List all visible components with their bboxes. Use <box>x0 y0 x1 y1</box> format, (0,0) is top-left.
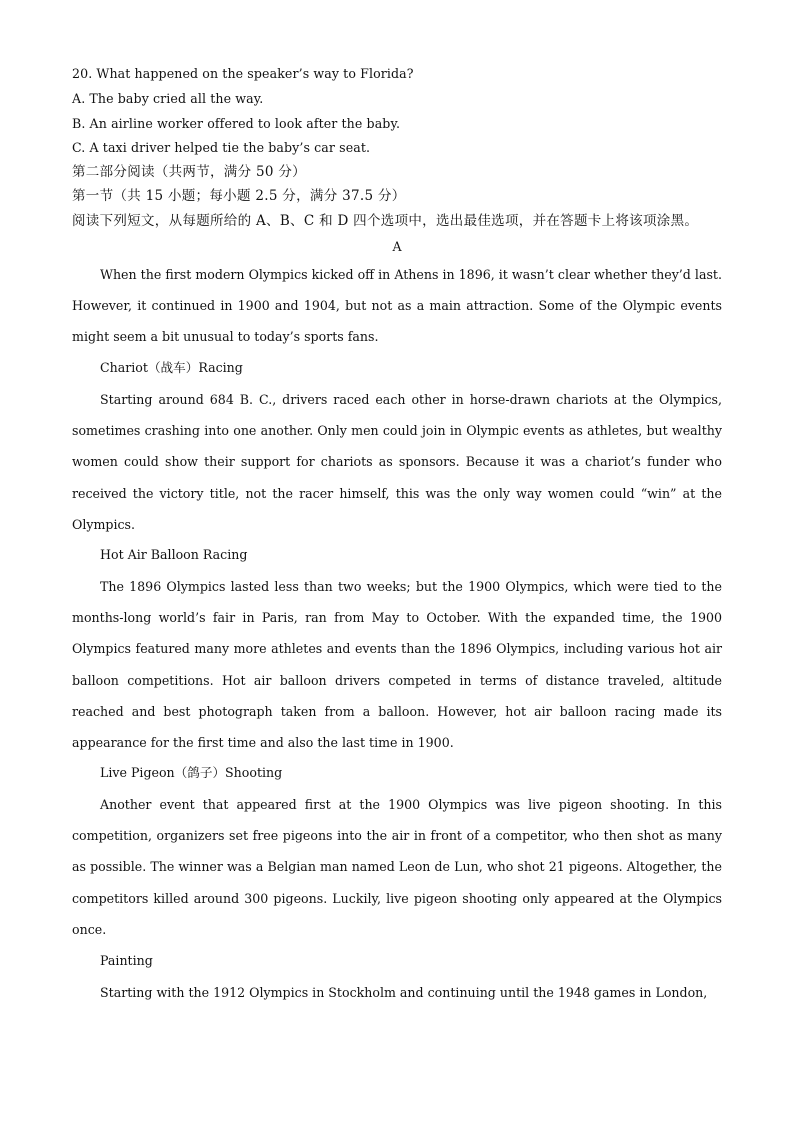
section-body-balloon: The 1896 Olympics lasted less than two weeks; but the 1900 Olympics, which were tied to the months-long world’s fair in Paris, ran from May to October. With the expanded time, the 1900 Olympics featured many more athletes and events than the 1896 Olympics, including various hot air balloon competitions. Hot air balloon drivers competed in terms of distance traveled, altitude reached and best photograph taken from a balloon. However, hot air balloon racing made its appearance for the first time and also the last time in 1900. <box>72 579 722 751</box>
option-b: B. An airline worker offered to look after the baby. <box>72 116 401 131</box>
section-body-painting: Starting with the 1912 Olympics in Stockholm and continuing until the 1948 games in London, <box>100 985 708 1000</box>
option-a: A. The baby cried all the way. <box>72 91 264 106</box>
part-title: 第二部分阅读（共两节，满分 50 分） <box>72 164 306 180</box>
section-heading-chariot: Chariot（战车）Racing <box>100 360 243 375</box>
passage-intro: When the first modern Olympics kicked off in Athens in 1896, it wasn’t clear whether they’d last. However, it continued in 1900 and 1904, but not as a main attraction. Some of the Olympic events might seem a bit unusual to today’s sports fans. <box>72 267 722 345</box>
section-title: 第一节（共 15 小题；每小题 2.5 分，满分 37.5 分） <box>72 188 406 204</box>
question-stem: 20. What happened on the speaker’s way to Florida? <box>72 66 414 81</box>
section-heading-pigeon: Live Pigeon（鸽子）Shooting <box>100 765 283 780</box>
section-body-pigeon: Another event that appeared first at the 1900 Olympics was live pigeon shooting. In this competition, organizers set free pigeons into the air in front of a competitor, who then shot as many as possible. The winner was a Belgian man named Leon de Lun, who shot 21 pigeons. Altogether, the competitors killed around 300 pigeons. Luckily, live pigeon shooting only appeared at the Olympics once. <box>72 797 722 937</box>
option-c: C. A taxi driver helped tie the baby’s car seat. <box>72 140 371 155</box>
instruction-text: 阅读下列短文，从每题所给的 A、B、C 和 D 四个选项中，选出最佳选项，并在答题卡上将该项涂黑。 <box>72 213 699 229</box>
section-heading-balloon: Hot Air Balloon Racing <box>100 547 248 562</box>
section-heading-painting: Painting <box>100 953 153 968</box>
passage-label: A <box>392 239 402 254</box>
section-body-chariot: Starting around 684 B. C., drivers raced each other in horse-drawn chariots at the Olympics, sometimes crashing into one another. Only men could join in Olympic events as athletes, but wealthy women could show their support for chariots as sponsors. Because it was a chariot’s funder who received the victory title, not the racer himself, this was the only way women could “win” at the Olympics. <box>72 392 722 532</box>
